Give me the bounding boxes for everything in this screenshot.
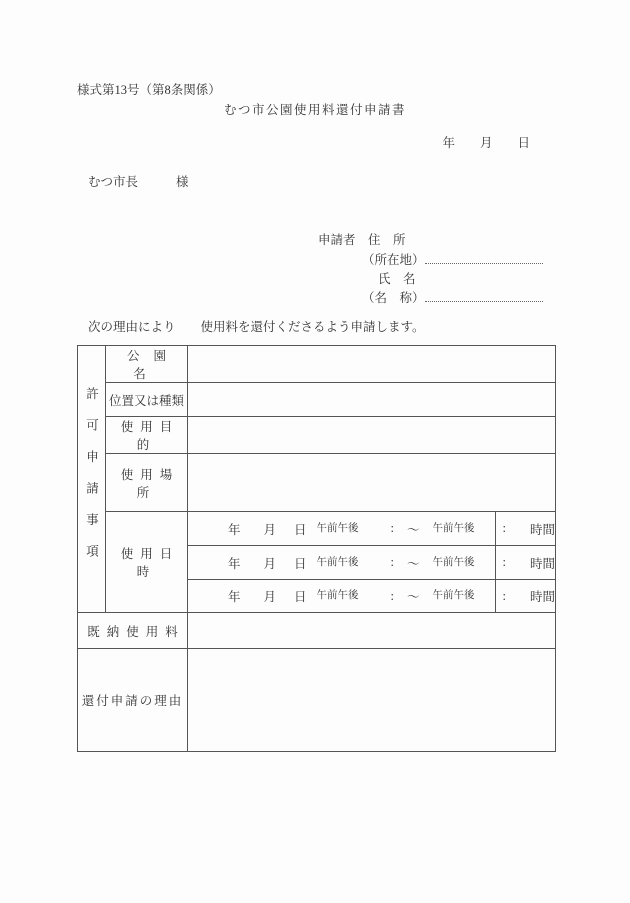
refund-reason-label: 還付申請の理由 xyxy=(78,649,188,752)
usage-date-cell-2 xyxy=(188,546,507,580)
applicant-name-label: 氏 名 xyxy=(378,272,416,286)
applicant-entity-line xyxy=(362,288,543,306)
usage-date-cell-3 xyxy=(188,580,507,613)
am-label: 午前 xyxy=(316,522,338,534)
usage-date-cell-1 xyxy=(188,512,507,546)
pm-label: 午後 xyxy=(337,522,359,534)
addressee-honorific: 様 xyxy=(176,175,189,189)
park-name-value-cell xyxy=(188,346,556,383)
entity-fill-line xyxy=(425,288,543,302)
time-colon: : xyxy=(502,588,507,603)
am-label: 午前 xyxy=(432,590,454,602)
am-pm-label xyxy=(433,589,475,602)
permit-items-vertical-label: 許可申請事項 xyxy=(84,386,99,576)
side-header-cell xyxy=(78,346,106,613)
table-row xyxy=(78,417,556,454)
form-number: 様式第13号（第8条関係） xyxy=(77,83,221,97)
day-label: 日 xyxy=(294,522,307,537)
entity-label: （名 称） xyxy=(362,291,425,305)
intro-sentence: 次の理由により 使用料を還付くださるよう申請します。 xyxy=(88,320,425,334)
locality-label: （所在地） xyxy=(362,253,425,267)
am-label: 午前 xyxy=(432,556,454,568)
pm-label: 午後 xyxy=(337,590,359,602)
am-pm-label xyxy=(317,589,359,602)
month-label: 月 xyxy=(263,590,277,604)
time-colon: : xyxy=(390,555,395,569)
application-table xyxy=(77,345,556,752)
am-label: 午前 xyxy=(316,556,338,568)
table-row xyxy=(78,613,556,649)
usage-place-label: 使用場所 xyxy=(106,454,188,512)
table-row xyxy=(78,346,556,383)
tilde-mark: ～ xyxy=(407,590,420,604)
usage-place-value-cell xyxy=(188,454,556,512)
table-row xyxy=(78,649,556,752)
hours-label: 時間 xyxy=(496,512,556,546)
table-row xyxy=(78,383,556,417)
tilde-mark: ～ xyxy=(407,556,420,571)
am-pm-label xyxy=(433,522,475,535)
am-label: 午前 xyxy=(316,590,338,602)
document-title: むつ市公園使用料還付申請書 xyxy=(223,103,406,117)
month-label: 月 xyxy=(263,556,277,571)
time-colon: : xyxy=(502,521,507,535)
time-colon: : xyxy=(502,555,507,569)
tilde-mark: ～ xyxy=(407,522,420,537)
year-label: 年 xyxy=(228,522,241,537)
pm-label: 午後 xyxy=(453,556,475,568)
paid-fee-value-cell xyxy=(188,613,556,649)
park-name-label: 公園名 xyxy=(106,346,188,383)
year-label: 年 xyxy=(228,556,241,571)
paid-fee-label: 既納使用料 xyxy=(78,613,188,649)
pm-label: 午後 xyxy=(453,590,475,602)
hours-label: 時間 xyxy=(496,546,556,580)
location-or-type-value-cell xyxy=(188,383,556,417)
locality-fill-line xyxy=(425,250,543,264)
usage-purpose-value-cell xyxy=(188,417,556,454)
day-label: 日 xyxy=(294,590,307,604)
date-time-row xyxy=(188,587,507,605)
day-label: 日 xyxy=(294,556,307,571)
month-label: 月 xyxy=(263,522,277,537)
location-or-type-label: 位置又は種類 xyxy=(106,383,188,417)
date-time-row xyxy=(188,554,507,572)
am-pm-label xyxy=(317,522,359,535)
pm-label: 午後 xyxy=(337,556,359,568)
date-line: 年 月 日 xyxy=(442,136,530,150)
refund-reason-value-cell xyxy=(188,649,556,752)
time-colon: : xyxy=(390,588,395,603)
table-row-usage-date-1 xyxy=(78,512,556,546)
hours-label: 時間 xyxy=(496,580,556,613)
date-time-row xyxy=(188,520,507,538)
table-row xyxy=(78,454,556,512)
pm-label: 午後 xyxy=(453,522,475,534)
am-label: 午前 xyxy=(432,522,454,534)
applicant-address-label: 申請者 住 所 xyxy=(318,233,406,247)
applicant-locality-line xyxy=(362,250,543,268)
usage-purpose-label: 使用目的 xyxy=(106,417,188,454)
time-colon: : xyxy=(390,521,395,535)
year-label: 年 xyxy=(228,590,241,604)
usage-datetime-label: 使用日時 xyxy=(106,512,188,613)
am-pm-label xyxy=(317,556,359,569)
addressee-line xyxy=(88,172,189,190)
am-pm-label xyxy=(433,556,475,569)
addressee-name: むつ市長 xyxy=(88,175,139,189)
